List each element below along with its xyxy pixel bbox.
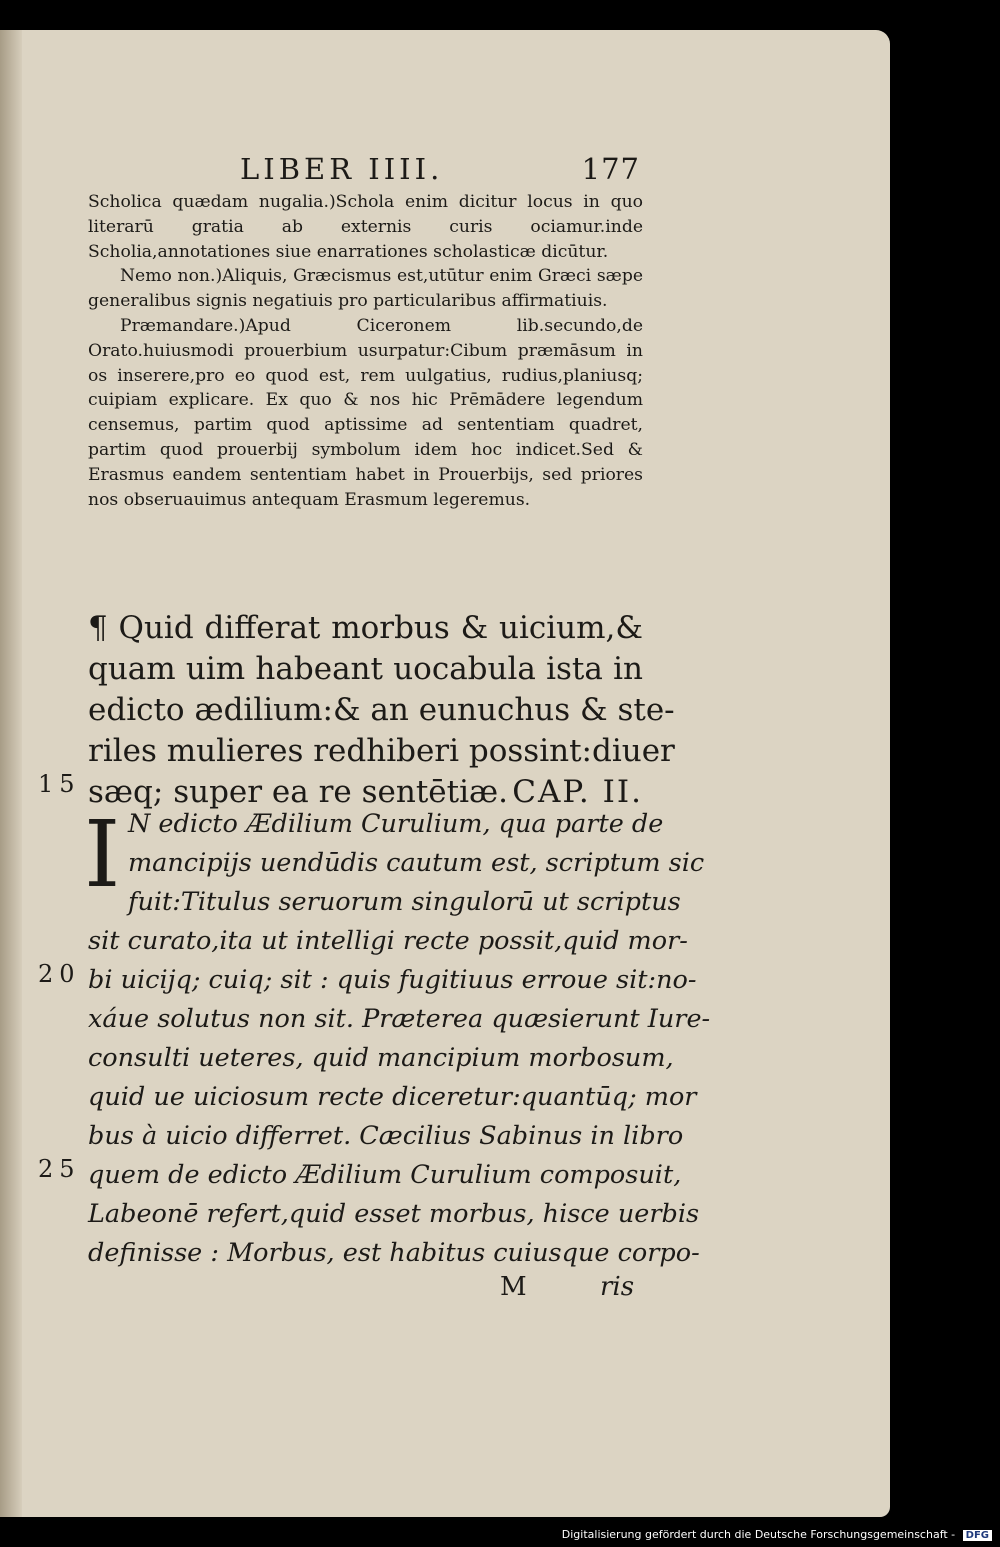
line-number: 20 (38, 960, 81, 988)
body-line: bus à uicio differret. Cæcilius Sabinus in libro (88, 1121, 684, 1151)
commentary-notes (88, 190, 643, 512)
chapter-heading-line: riles mulieres redhiberi possint:diuer (88, 733, 675, 769)
body-line: quem de edicto Ædilium Curulium composuit, (88, 1160, 682, 1190)
body-line: sit curato,ita ut intelligi recte possit,quid mor- (88, 926, 688, 956)
digitization-footer (562, 1528, 992, 1541)
line-number: 25 (38, 1155, 81, 1183)
chapter-heading (88, 608, 675, 813)
body-line: bi uicijq; cuiq; sit : quis fugitiuus erroue sit:no- (88, 965, 697, 995)
chapter-heading-line: edicto ædilium:& an eunuchus & ste- (88, 692, 675, 728)
signature-mark: M (500, 1272, 527, 1302)
text-block (0, 30, 890, 1517)
body-line: Labeonē refert,quid esset morbus, hisce uerbis (88, 1199, 700, 1229)
chapter-number: CAP. II. (512, 774, 643, 810)
body-line: consulti ueteres, quid mancipium morbosum, (88, 1043, 674, 1073)
footer-text: Digitalisierung gefördert durch die Deutsche Forschungsgemeinschaft - (561, 1528, 956, 1541)
body-line: xáue solutus non sit. Præterea quæsierunt Iure- (88, 1004, 711, 1034)
catchword: ris (600, 1272, 635, 1302)
line-number: 15 (38, 770, 81, 798)
commentary-paragraph: Præmandare.)Apud Ciceronem lib.secundo,de Orato.huiusmodi prouerbium usurpatur:Cibum præmāsum in os inserere,pro eo quod est, rem uulgatius, rudius,planiusq; cuipiam explicare. Ex quo & nos hic Prēmādere legendum censemus, partim quod aptissime ad sententiam quadret, partim quod prouerbij symbolum idem hoc indicet.Sed & Erasmus eandem sententiam habet in Prouerbijs, sed priores nos obseruauimus antequam Erasmum legeremus. (88, 315, 643, 510)
chapter-heading-line: sæq; super ea re sentētiæ. (88, 774, 509, 810)
dfg-logo: DFG (963, 1530, 992, 1541)
body-line: N edicto Ædilium Curulium, qua parte de (128, 809, 664, 839)
commentary-paragraph: Nemo non.)Aliquis, Græcismus est,utūtur enim Græci sæpe generalibus signis negatiuis pro particularibus affirmatiuis. (88, 266, 643, 312)
folio-number: 177 (581, 152, 640, 186)
body-text (84, 801, 711, 1273)
body-line: definisse : Morbus, est habitus cuiusque corpo- (88, 1238, 700, 1268)
running-title: LIBER IIII. (240, 152, 444, 186)
chapter-heading-line: quam uim habeant uocabula ista in (88, 651, 643, 687)
chapter-heading-line: ¶ Quid differat morbus & uicium,& (88, 610, 643, 646)
book-page (0, 30, 890, 1517)
commentary-paragraph: Scholica quædam nugalia.)Schola enim dicitur locus in quo literarū gratia ab externis curis ociamur.inde Scholia,annotationes siue enarrationes scholasticæ dicūtur. (88, 192, 643, 262)
body-line: fuit:Titulus seruorum singulorū ut scriptus (128, 887, 681, 917)
body-line: mancipijs uendūdis cautum est, scriptum sic (128, 848, 705, 878)
initial-capital: I (84, 801, 121, 908)
body-line: quid ue uiciosum recte diceretur:quantūq; mor (88, 1082, 697, 1112)
